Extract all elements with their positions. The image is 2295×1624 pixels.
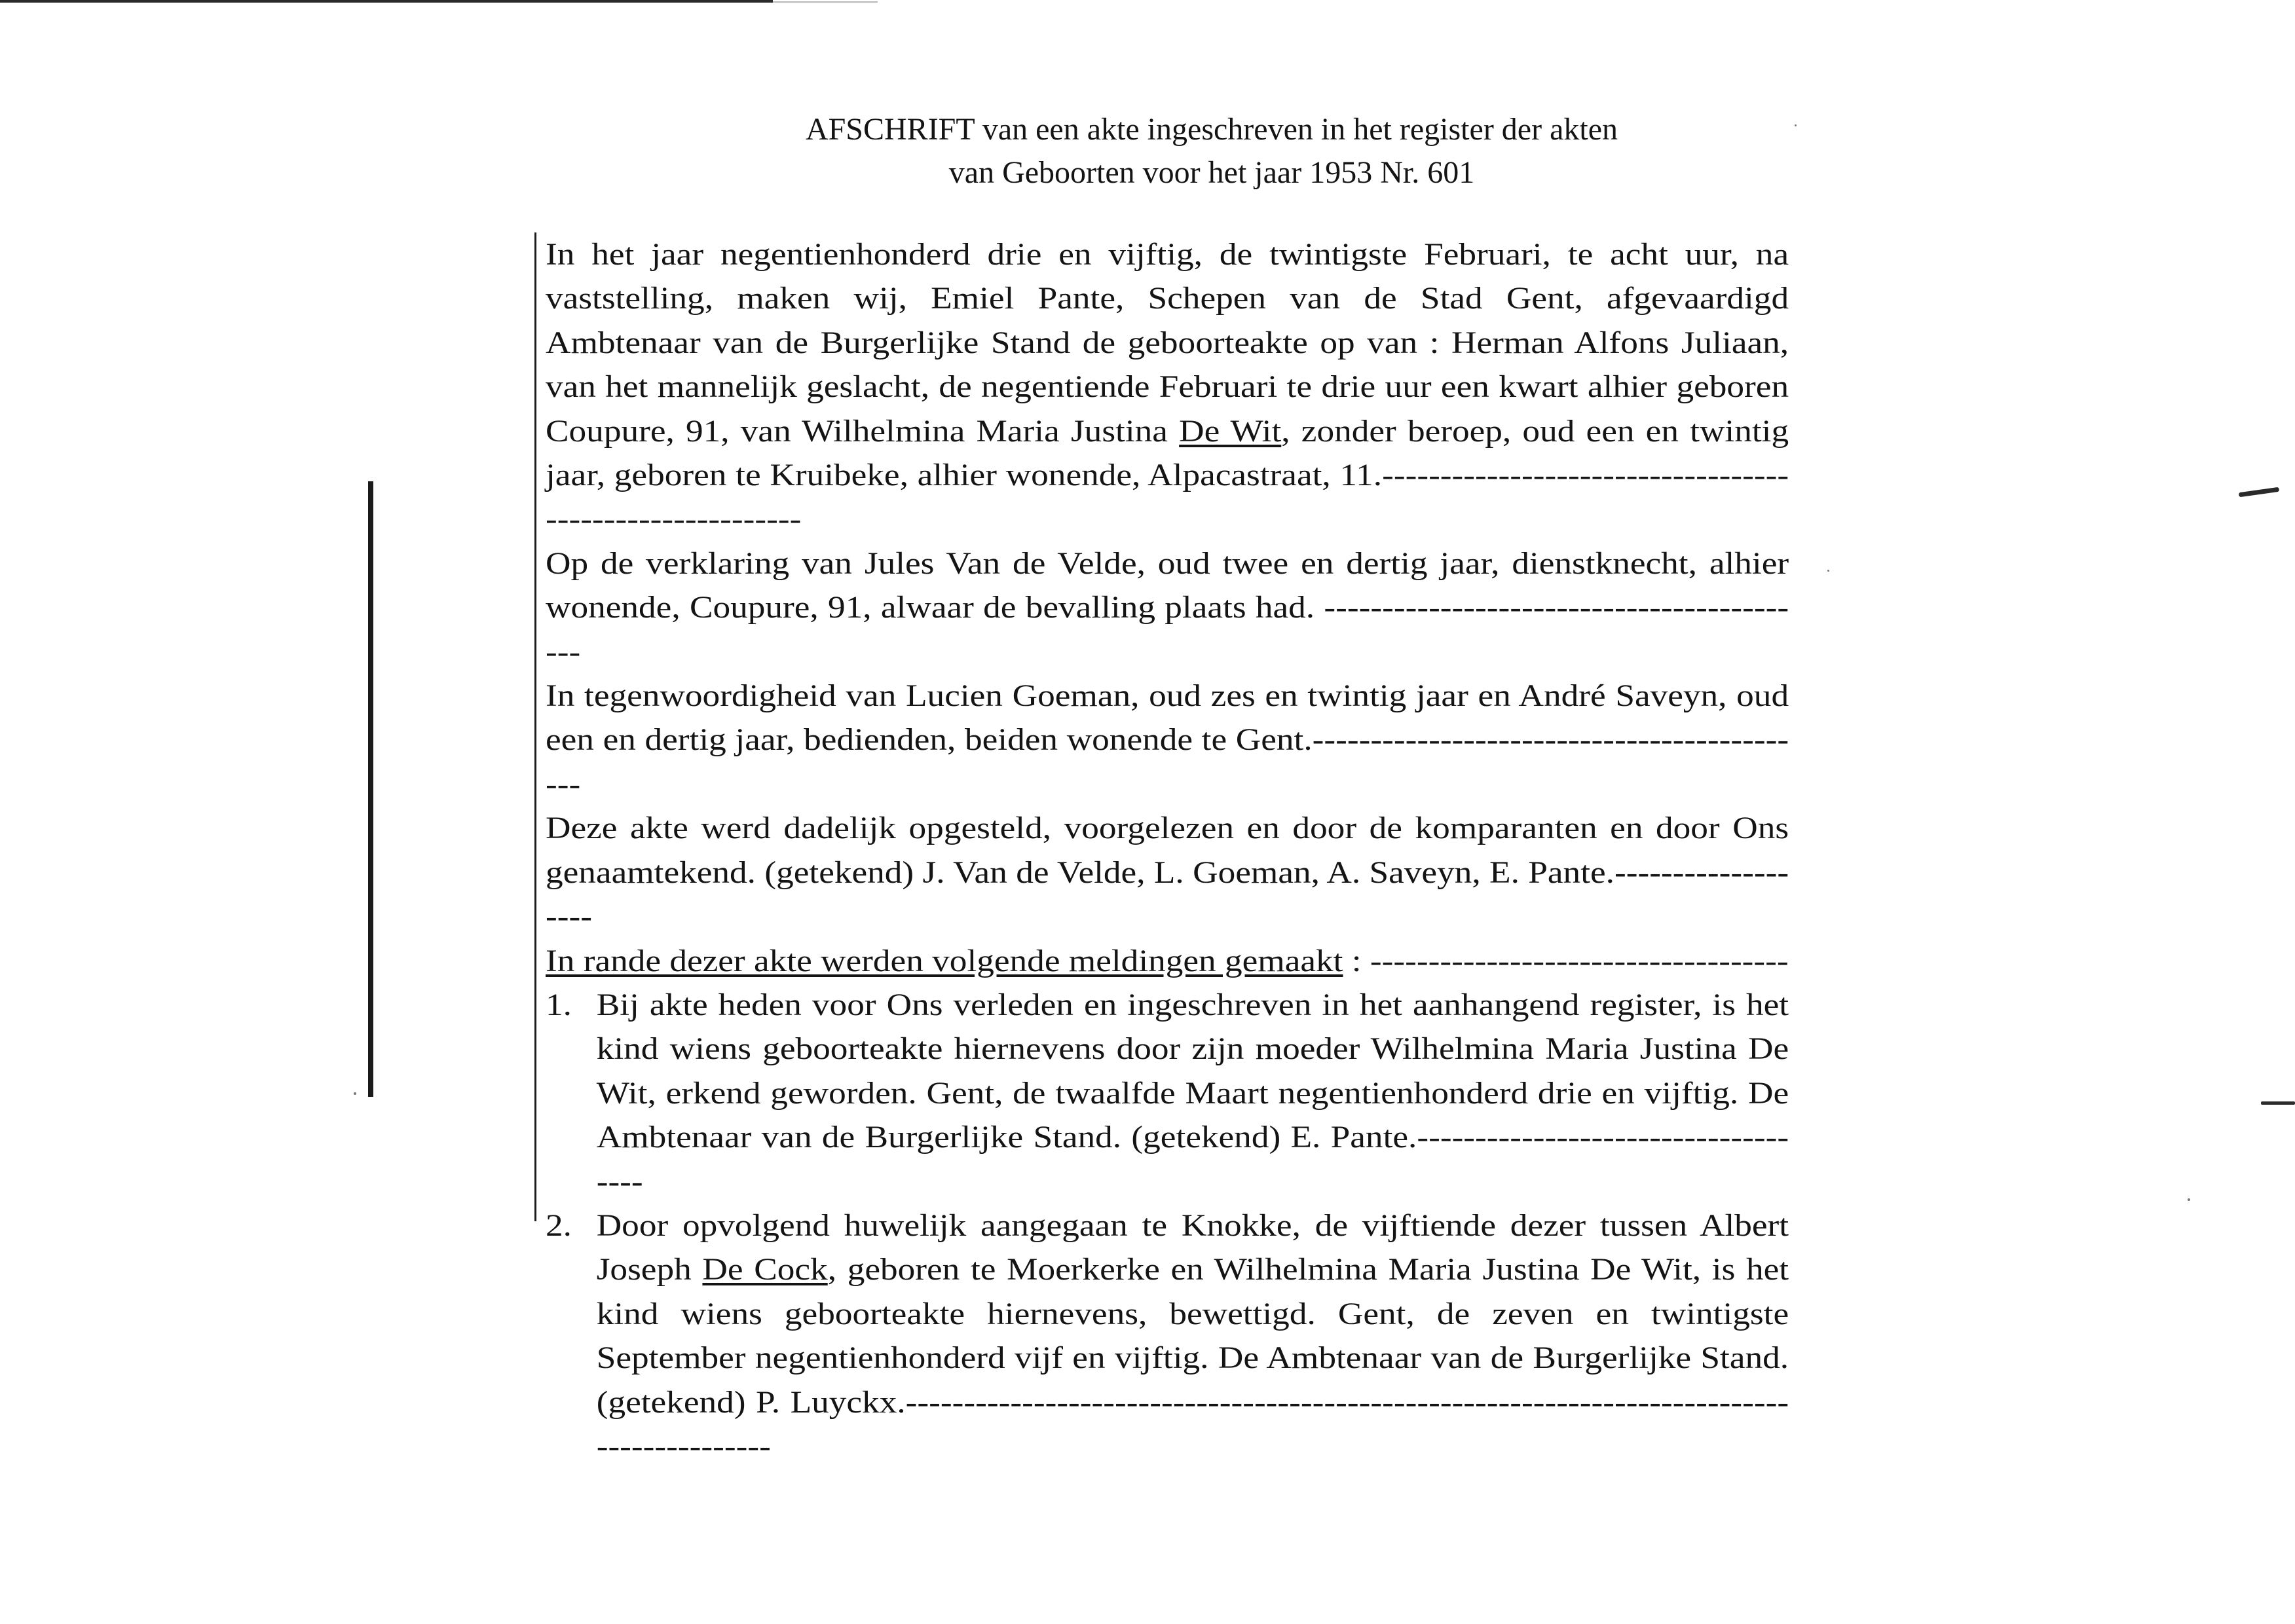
margin-notes-heading-suffix: : ------------------------------------ [1343, 943, 1789, 978]
scan-speck [2188, 1198, 2190, 1201]
margin-note-2-end: , geboren te Moerkerke en Wilhelmina Maria Justina De Wit, is het kind wiens geboorteakte hiernevens, bewettigd. Gent, de zeven en twintigste September negentienhonderd vijf en vijftig. De Ambtenaar van de Burgerlijke Stand. (getekend) P. Luyckx.------------------------------------------------------------------------------------------- [596, 1252, 1789, 1464]
record-text [546, 232, 1789, 1468]
margin-note-number: 1. [546, 987, 572, 1022]
edge-mark [2239, 487, 2279, 498]
act-paragraph-1-end: , zonder beroep, oud een en twintig jaar, geboren te Kruibeke, alhier wonende, Alpacastraat, 11.--------------------------------------------------------- [546, 413, 1789, 537]
margin-bar [368, 481, 373, 1097]
margin-note-2 [546, 1204, 1789, 1468]
title-line-1: AFSCHRIFT van een akte ingeschreven in het register der akten [805, 112, 1618, 147]
margin-notes-heading-text: In rande dezer akte werden volgende meldingen gemaakt [546, 943, 1343, 978]
act-paragraph-1-start: In het jaar negentienhonderd drie en vijftig, de twintigste Februari, te acht uur, na vaststelling, maken wij, Emiel Pante, Schepen van de Stad Gent, afgevaardigd Ambtenaar van de Burgerlijke Stand de geboorteakte op van : Herman Alfons Juliaan, van het mannelijk geslacht, de negentiende Februari te drie uur een kwart alhier geboren Coupure, 91, van Wilhelmina Maria Justina [546, 237, 1789, 449]
margin-note-text: Bij akte heden voor Ons verleden en ingeschreven in het aanhangend register, is het kind wiens geboorteakte hiernevens door zijn moeder Wilhelmina Maria Justina De Wit, erkend geworden. Gent, de twaalfde Maart negentienhonderd drie en vijftig. De Ambtenaar van de Burgerlijke Stand. (getekend) E. Pante.------------------------------------ [596, 987, 1789, 1199]
edge-mark [2261, 1101, 2295, 1105]
margin-note-2-start: Door opvolgend huwelijk aangegaan te Knokke, de vijftiende dezer tussen Albert Joseph [596, 1208, 1789, 1287]
document-title [589, 108, 1834, 194]
act-paragraph-4: Deze akte werd dadelijk opgesteld, voorgelezen en door de komparanten en door Ons genaamtekend. (getekend) J. Van de Velde, L. Goeman, A. Saveyn, E. Pante.------------------- [546, 811, 1789, 934]
scan-edge-line [0, 0, 773, 3]
father-surname: De Cock [702, 1252, 828, 1287]
margin-note-text [597, 1204, 1789, 1468]
act-paragraph-2: Op de verklaring van Jules Van de Velde, oud twee en dertig jaar, dienstknecht, alhier wonende, Coupure, 91, alwaar de bevalling plaats had. ------------------------------------------- [546, 545, 1789, 669]
scan-speck [1827, 570, 1829, 572]
birth-record [534, 232, 1789, 1464]
mother-surname: De Wit [1179, 413, 1282, 449]
margin-note-1 [546, 983, 1789, 1204]
act-paragraph-1 [546, 232, 1789, 542]
scan-speck [354, 1092, 356, 1095]
act-paragraph-3: In tegenwoordigheid van Lucien Goeman, oud zes en twintig jaar en André Saveyn, oud een en dertig jaar, bedienden, beiden wonende te Gent.-------------------------------------------- [546, 678, 1789, 802]
margin-notes-heading [546, 939, 1789, 983]
scan-edge-line-faint [773, 1, 878, 3]
margin-note-number: 2. [546, 1208, 572, 1243]
title-line-2: van Geboorten voor het jaar 1953 Nr. 601 [948, 155, 1475, 190]
